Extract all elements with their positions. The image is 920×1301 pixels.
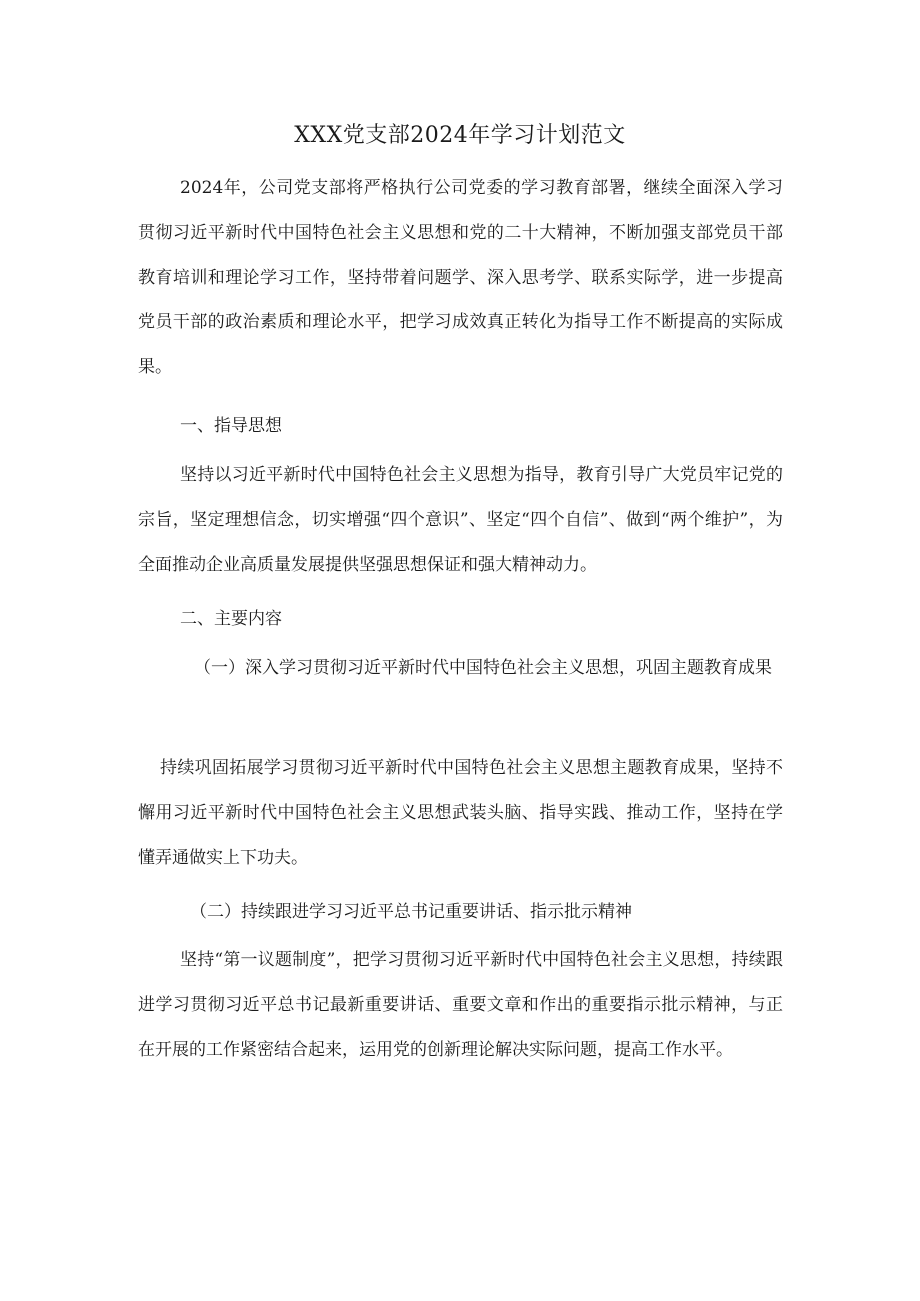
intro-paragraph: 2024年，公司党支部将严格执行公司党委的学习教育部署，继续全面深入学习贯彻习近平新时代中国特色社会主义思想和党的二十大精神，不断加强支部党员干部教育培训和理论学习工作，坚持带着问题学、深入思考学、联系实际学，进一步提高党员干部的政治素质和理论水平，把学习成效真正转化为指导工作不断提高的实际成果。 — [138, 178, 783, 378]
subsection-heading-2: （二）持续跟进学习习近平总书记重要讲话、指示批示精神 — [190, 902, 632, 922]
subsection-1-paragraph: 持续巩固拓展学习贯彻习近平新时代中国特色社会主义思想主题教育成果，坚持不懈用习近平新时代中国特色社会主义思想武装头脑、指导实践、推动工作，坚持在学懂弄通做实上下功夫。 — [138, 758, 783, 868]
guiding-ideology-paragraph: 坚持以习近平新时代中国特色社会主义思想为指导，教育引导广大党员牢记党的宗旨，坚定理想信念，切实增强“四个意识”、坚定“四个自信”、做到“两个维护”，为全面推动企业高质量发展提供坚强思想保证和强大精神动力。 — [138, 465, 783, 575]
document-title: XXX党支部2024年学习计划范文 — [294, 123, 626, 148]
subsection-heading-1: （一）深入学习贯彻习近平新时代中国特色社会主义思想，巩固主题教育成果 — [194, 658, 772, 678]
section-heading-guiding-ideology: 一、指导思想 — [180, 416, 282, 436]
subsection-2-paragraph: 坚持“第一议题制度”，把学习贯彻习近平新时代中国特色社会主义思想，持续跟进学习贯彻习近平总书记最新重要讲话、重要文章和作出的重要指示批示精神，与正在开展的工作紧密结合起来，运用党的创新理论解决实际问题，提高工作水平。 — [138, 950, 783, 1060]
section-heading-main-content: 二、主要内容 — [180, 609, 282, 629]
